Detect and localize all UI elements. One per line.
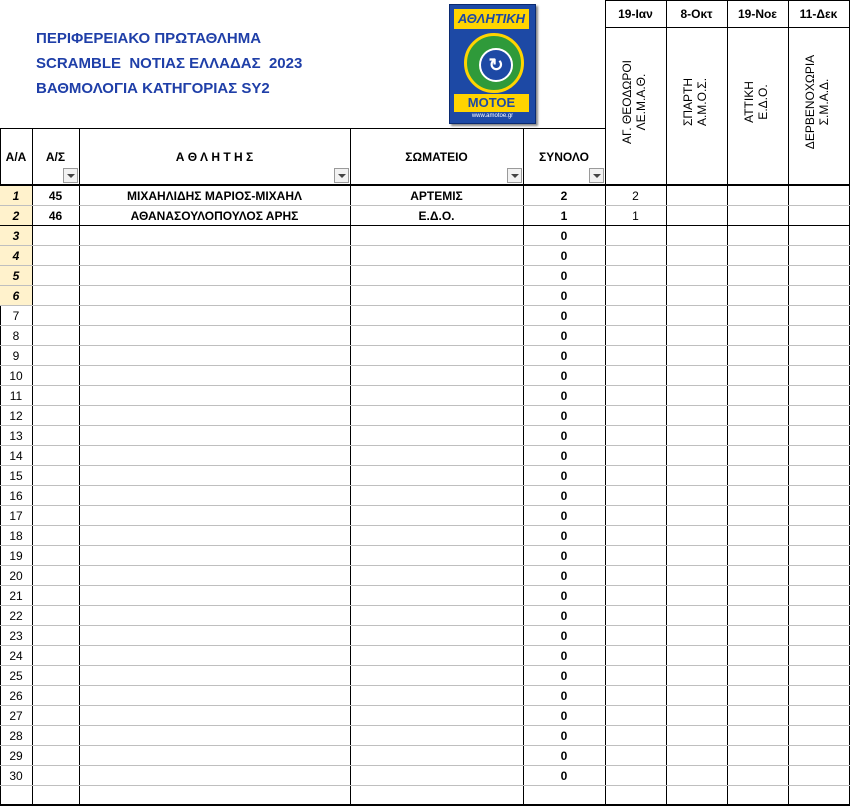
row-20-aa: 20: [9, 568, 23, 583]
row-26-total: 0: [560, 688, 568, 703]
row-25-aa: 25: [9, 668, 23, 683]
row-2-as: 46: [48, 208, 63, 223]
row-1-club: ΑΡΤΕΜΙΣ: [410, 188, 463, 203]
row-1-as: 45: [48, 188, 63, 203]
row-16-total: 0: [560, 488, 568, 503]
row-12-aa: 12: [9, 408, 23, 423]
row-8-total: 0: [560, 328, 568, 343]
row-11-aa: 11: [9, 388, 23, 403]
col-header-as: Α/Σ: [45, 150, 66, 164]
row-23-total: 0: [560, 628, 568, 643]
row-13-total: 0: [560, 428, 568, 443]
row-4-total: 0: [560, 248, 568, 263]
row-5-aa: 5: [0, 266, 32, 285]
row-11-total: 0: [560, 388, 568, 403]
race-date-2: 8-Οκτ: [680, 6, 713, 21]
race-venue-3: ΑΤΤΙΚΗ Ε.Δ.Ο.: [742, 81, 770, 123]
row-2-race-1: 1: [632, 208, 639, 223]
row-6-aa: 6: [0, 286, 32, 305]
row-22-total: 0: [560, 608, 568, 623]
row-6-total: 0: [560, 288, 568, 303]
row-13-aa: 13: [9, 428, 23, 443]
row-15-aa: 15: [9, 468, 23, 483]
row-1-aa: 1: [0, 186, 32, 205]
row-10-total: 0: [560, 368, 568, 383]
row-7-aa: 7: [12, 308, 20, 323]
row-2-total: 1: [560, 208, 568, 223]
row-1-total: 2: [560, 188, 568, 203]
race-date-3: 19-Νοε: [737, 6, 778, 21]
row-2-athlete: ΑΘΑΝΑΣΟΥΛΟΠΟΥΛΟΣ ΑΡΗΣ: [130, 208, 299, 223]
col-header-total: ΣΥΝΟΛΟ: [539, 150, 589, 164]
row-14-aa: 14: [9, 448, 23, 463]
row-29-aa: 29: [9, 748, 23, 763]
title-line-1: ΠΕΡΙΦΕΡΕΙΑΚΟ ΠΡΩΤΑΘΛΗΜΑ: [36, 30, 262, 47]
race-venue-1: ΑΓ. ΘΕΟΔΩΡΟΙ ΛΕ.Μ.Α.Θ.: [620, 59, 648, 145]
row-12-total: 0: [560, 408, 568, 423]
row-28-total: 0: [560, 728, 568, 743]
race-date-1: 19-Ιαν: [618, 6, 653, 21]
row-16-aa: 16: [9, 488, 23, 503]
row-9-aa: 9: [12, 348, 20, 363]
row-19-total: 0: [560, 548, 568, 563]
row-1-race-1: 2: [632, 188, 639, 203]
title-line-3: ΒΑΘΜΟΛΟΓΙΑ ΚΑΤΗΓΟΡΙΑΣ SY2: [36, 80, 270, 97]
row-17-total: 0: [560, 508, 568, 523]
logo-top-text: ΑΘΛΗΤΙΚΗ: [454, 9, 529, 29]
row-8-aa: 8: [12, 328, 20, 343]
logo-bottom-text: ΜΟΤΟΕ: [454, 94, 529, 112]
row-17-aa: 17: [9, 508, 23, 523]
race-date-4: 11-Δεκ: [799, 6, 838, 21]
filter-dropdown-club-icon[interactable]: [507, 168, 522, 183]
filter-dropdown-athlete-icon[interactable]: [334, 168, 349, 183]
row-1-athlete: ΜΙΧΑΗΛΙΔΗΣ ΜΑΡΙΟΣ-ΜΙΧΑΗΛ: [126, 188, 303, 203]
row-24-aa: 24: [9, 648, 23, 663]
row-29-total: 0: [560, 748, 568, 763]
federation-logo: [449, 4, 536, 124]
logo-emblem-icon: ↻: [464, 33, 524, 93]
col-header-athlete: Α Θ Λ Η Τ Η Σ: [175, 150, 254, 164]
row-27-aa: 27: [9, 708, 23, 723]
row-15-total: 0: [560, 468, 568, 483]
race-venue-2: ΣΠΑΡΤΗ Α.Μ.Ο.Σ.: [681, 77, 709, 127]
race-venue-4: ΔΕΡΒΕΝΟΧΩΡΙΑ Σ.Μ.Α.Δ.: [803, 54, 831, 150]
filter-dropdown-as-icon[interactable]: [63, 168, 78, 183]
row-26-aa: 26: [9, 688, 23, 703]
row-2-club: Ε.Δ.Ο.: [418, 208, 455, 223]
row-30-total: 0: [560, 768, 568, 783]
row-2-aa: 2: [0, 206, 32, 225]
logo-url: www.amotoe.gr: [471, 113, 514, 119]
row-30-aa: 30: [9, 768, 23, 783]
row-18-total: 0: [560, 528, 568, 543]
row-9-total: 0: [560, 348, 568, 363]
filter-dropdown-total-icon[interactable]: [589, 168, 604, 183]
row-10-aa: 10: [9, 368, 23, 383]
row-4-aa: 4: [0, 246, 32, 265]
row-24-total: 0: [560, 648, 568, 663]
row-3-total: 0: [560, 228, 568, 243]
row-5-total: 0: [560, 268, 568, 283]
row-18-aa: 18: [9, 528, 23, 543]
col-header-aa: Α/Α: [5, 150, 27, 164]
row-3-aa: 3: [0, 226, 32, 245]
row-23-aa: 23: [9, 628, 23, 643]
row-22-aa: 22: [9, 608, 23, 623]
row-14-total: 0: [560, 448, 568, 463]
row-21-total: 0: [560, 588, 568, 603]
row-28-aa: 28: [9, 728, 23, 743]
col-header-club: ΣΩΜΑΤΕΙΟ: [405, 150, 468, 164]
row-7-total: 0: [560, 308, 568, 323]
row-19-aa: 19: [9, 548, 23, 563]
row-20-total: 0: [560, 568, 568, 583]
title-line-2: SCRAMBLE ΝΟΤΙΑΣ ΕΛΛΑΔΑΣ 2023: [36, 55, 303, 72]
row-27-total: 0: [560, 708, 568, 723]
row-25-total: 0: [560, 668, 568, 683]
row-21-aa: 21: [9, 588, 23, 603]
